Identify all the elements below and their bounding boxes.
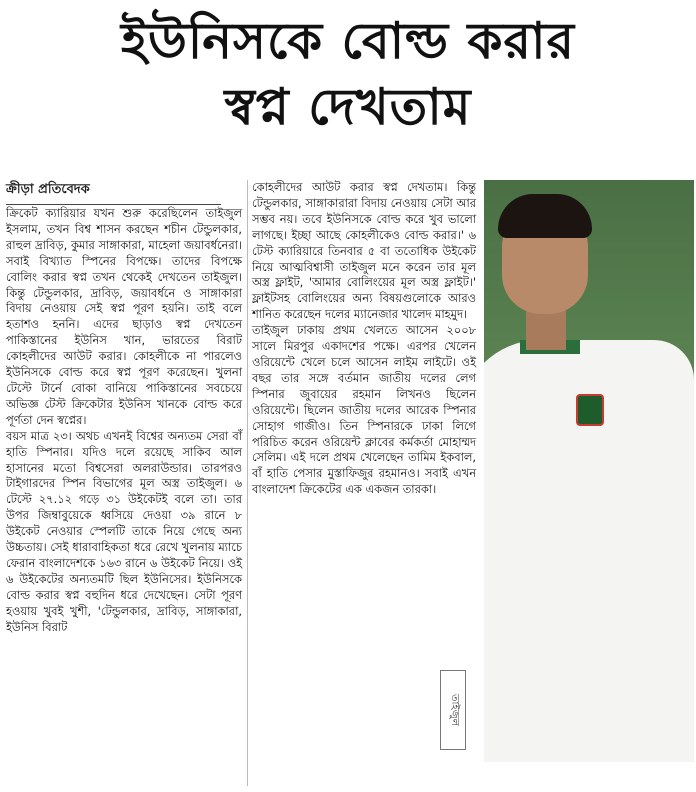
bcb-logo-icon [576, 394, 604, 426]
column-2-paragraph-1: কোহলীদের আউট করার স্বপ্ন দেখতাম। কিন্তু টেন্ডুলকার, সাঙ্গাকারারা বিদায় নেওয়ায় সেটা আর সম্ভব নয়। তবে ইউনিসকে বোল্ড করে খুব ভালো লাগছে। ইচ্ছা আছে কোহলীকেও বোল্ড করার।' ৬ টেস্ট ক্যারিয়ারে তিনবার ৫ বা ততোধিক উইকেট নিয়ে আত্মবিশ্বাসী তাইজুল মনে করেন তার মূল অস্ত্র ফ্লাইট, 'আমার বোলিংয়ের মূল অস্ত্র ফ্লাইট।' ফ্লাইটসহ বোলিংয়ের অন্য বিষয়গুলোকে আরও শানিত করেছেন দলের ম্যানেজার খালেদ মাহমুদ। [252, 180, 476, 322]
headline-line-1: ইউনিসকে বোল্ড করার [120, 12, 576, 70]
photo-caption-label: তাইজুল [440, 670, 466, 750]
photo-hair [498, 194, 592, 238]
headline [0, 8, 696, 140]
headline-line-2: স্বপ্ন দেখতাম [224, 78, 472, 136]
article-column-1 [6, 206, 242, 635]
column-1-paragraph-1: ক্রিকেট ক্যারিয়ার যখন শুরু করেছিলেন তাইজুল ইসলাম, তখন বিশ্ব শাসন করছেন শচীন টেন্ডুলকার, রাহুল দ্রাবিড়, কুমার সাঙ্গাকারা, মাহেলা জয়াবর্ধনেরা। সবাই বিখ্যাত স্পিনের বিপক্ষে। তাদের বিপক্ষে বোলিং করার স্বপ্ন তখন থেকেই দেখতেন তাইজুল। কিন্তু টেন্ডুলকার, দ্রাবিড়, জয়াবর্ধনে ও সাঙ্গাকারা বিদায় নেওয়ায় সেই স্বপ্ন পূরণ হয়নি। তাই বলে হতাশও হননি। এদের ছাড়াও স্বপ্ন দেখতেন পাকিস্তানের ইউনিস খান, ভারতের বিরাট কোহলীদের আউট করার। কোহলীকে না পারলেও ইউনিসকে বোল্ড করে স্বপ্ন পূরণ করেছেন। খুলনা টেস্টে টার্নে বোকা বানিয়ে পাকিস্তানের সবচেয়ে অভিজ্ঞ টেস্ট ক্রিকেটার ইউনিস খানকে বোল্ড করে পূর্ণতা দেন স্বপ্নের। [6, 206, 242, 427]
article-column-2 [252, 180, 476, 498]
column-divider [247, 180, 248, 786]
column-1-paragraph-2: বয়স মাত্র ২৩। অথচ এখনই বিশ্বের অন্যতম সেরা বাঁ হাতি স্পিনার। যদিও দলে রয়েছে সাকিব আল হাসানের মতো বিশ্বসেরা অলরাউন্ডার। তারপরও টাইগারদের স্পিন বিভাগের মূল অস্ত্র তাইজুল। ৬ টেস্টে ২৭.১২ গড়ে ৩১ উইকেটই বলে তা। তার উপর জিম্বাবুয়েকে ধ্বসিয়ে দেওয়া ৩৯ রানে ৮ উইকেট নেওয়ার স্পেলটি তাকে নিয়ে গেছে অন্য উচ্চতায়। সেই ধারাবাহিকতা ধরে রেখে খুলনায় ম্যাচে ফেরান বাংলাদেশকে ১৬৩ রানে ৬ উইকেট নিয়ে। ওই ৬ উইকেটের অন্যতমটি ছিল ইউনিসের। ইউনিসকে বোল্ড করার স্বপ্ন বহুদিন ধরে দেখেছেন। সেটা পূরণ হওয়ায় খুবই খুশী, 'টেন্ডুলকার, দ্রাবিড়, সাঙ্গাকারা, ইউনিস বিরাট [6, 428, 242, 634]
column-2-paragraph-2: তাইজুল ঢাকায় প্রথম খেলতে আসেন ২০০৮ সালে মিরপুর একাদশের পক্ষে। এরপর খেলেন ওরিয়েন্টে খেলে চলে আসেন লাইম লাইটে। ওই বছর তার সঙ্গে বর্তমান জাতীয় দলের লেগ স্পিনার জুবায়ের রহমান লিখনও ছিলেন ওরিয়েন্টে। ছিলেন জাতীয় দলের আরেক স্পিনার সোহাগ গাজীও। তিন স্পিনারকে ঢাকা লিগে পরিচিত করেন ওরিয়েন্ট ক্লাবের কর্মকর্তা মোহাম্মদ সেলিম। এই দলে প্রথম খেলেছেন তামিম ইকবাল, বাঁ হাতি পেসার মুস্তাফিজুর রহমানও। সবাই এখন বাংলাদেশ ক্রিকেটের এক একজন তারকা। [252, 323, 476, 497]
player-photo [484, 180, 694, 762]
byline: ক্রীড়া প্রতিবেদক [6, 180, 221, 205]
